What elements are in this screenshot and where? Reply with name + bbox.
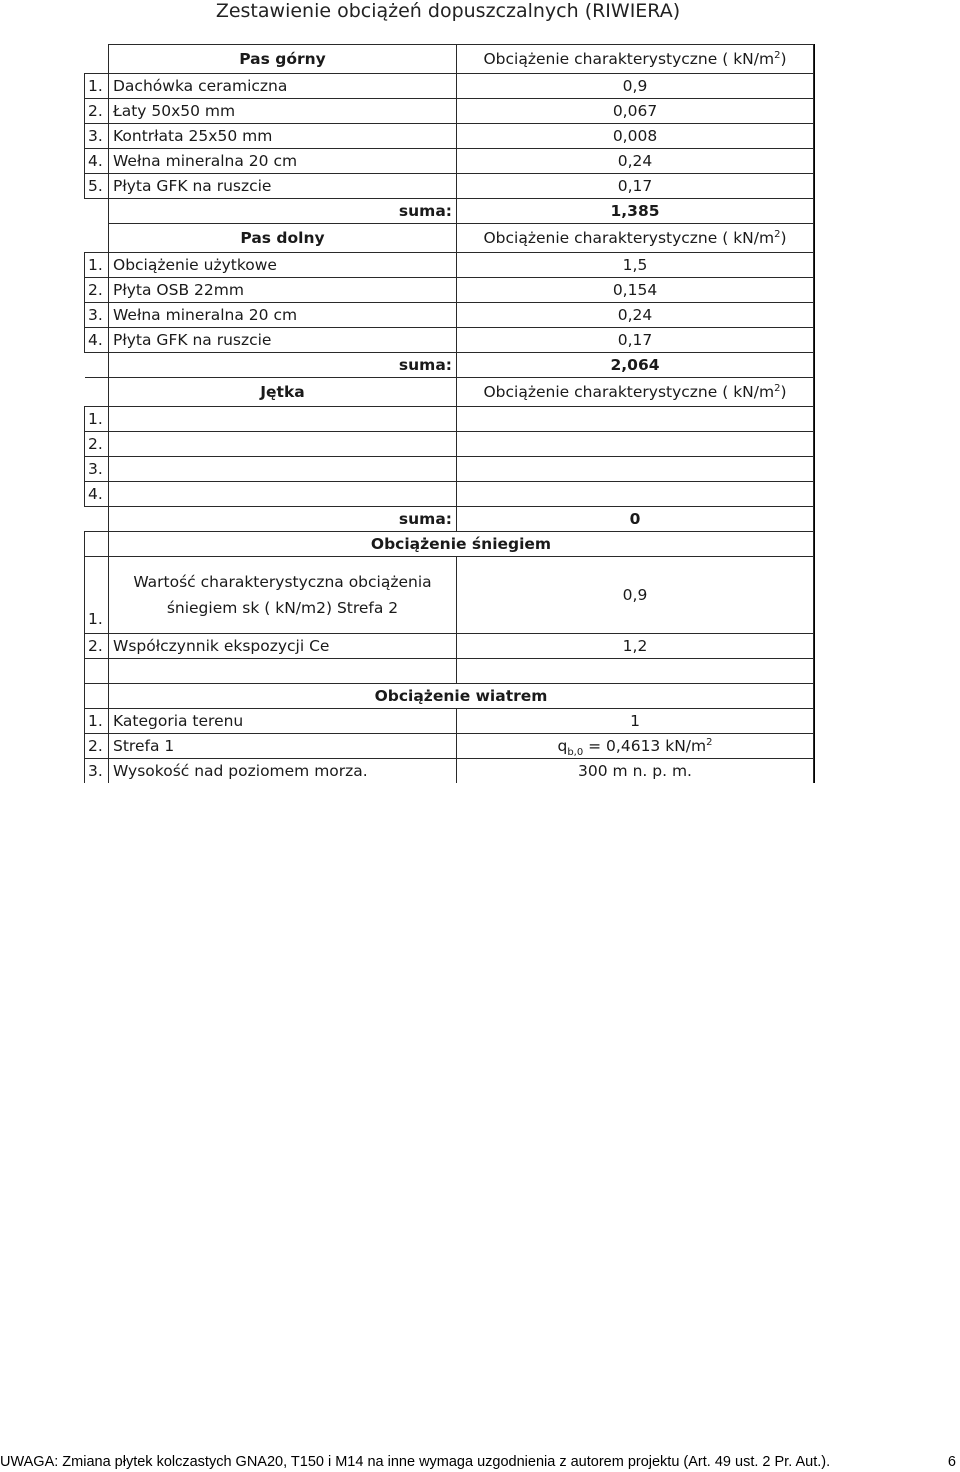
units-header: Obciążenie charakterystyczne ( $kN/m^2$) [457, 224, 814, 253]
row-label: Kategoria terenu [109, 709, 457, 734]
row-value: 0,17 [457, 328, 814, 353]
row-label: Współczynnik ekspozycji Ce [109, 634, 457, 659]
table-row [85, 709, 814, 734]
sum-label: suma: [109, 507, 457, 532]
table-row [85, 482, 814, 507]
row-number: 2. [85, 432, 109, 457]
row-number: 1. [85, 253, 109, 278]
sum-row [85, 507, 814, 532]
row-label [109, 407, 457, 432]
section-title: Obciążenie śniegiem [109, 532, 814, 557]
row-value: 1 [457, 709, 814, 734]
row-value: 0,067 [457, 99, 814, 124]
row-number: 2. [85, 99, 109, 124]
row-value: 0,9 [457, 74, 814, 99]
row-label: Płyta GFK na ruszcie [109, 174, 457, 199]
row-value: 0,008 [457, 124, 814, 149]
row-number: 4. [85, 149, 109, 174]
sum-value: 1,385 [457, 199, 814, 224]
table-row [85, 634, 814, 659]
row-number: 3. [85, 303, 109, 328]
row-number: 2. [85, 278, 109, 303]
sum-row [85, 199, 814, 224]
table-row [85, 278, 814, 303]
table-row [85, 328, 814, 353]
row-value [457, 457, 814, 482]
row-number: 1. [85, 74, 109, 99]
table-row [85, 734, 814, 759]
row-label: Wełna mineralna 20 cm [109, 303, 457, 328]
table-row [85, 557, 814, 634]
row-label: Dachówka ceramiczna [109, 74, 457, 99]
table-row [85, 124, 814, 149]
row-label: Kontrłata 25x50 mm [109, 124, 457, 149]
sum-label: suma: [109, 353, 457, 378]
row-label: Płyta OSB 22mm [109, 278, 457, 303]
table-row [85, 432, 814, 457]
page-footer [0, 1452, 960, 1472]
row-value: $q_{b,0} = 0,4613$ $kN/m^2$ [457, 734, 814, 759]
table-row [85, 99, 814, 124]
section-header-jetka [85, 378, 814, 407]
row-label: Obciążenie użytkowe [109, 253, 457, 278]
row-label [109, 482, 457, 507]
section-title: Pas górny [109, 45, 457, 74]
section-header-snieg [85, 532, 814, 557]
page-title: Zestawienie obciążeń dopuszczalnych (RIWIERA) [215, 0, 681, 22]
row-label: Wełna mineralna 20 cm [109, 149, 457, 174]
sum-row [85, 353, 814, 378]
loads-table [84, 44, 815, 783]
table-row [85, 74, 814, 99]
table-row [85, 303, 814, 328]
row-value: 0,24 [457, 303, 814, 328]
row-number: 1. [85, 557, 109, 634]
row-number: 5. [85, 174, 109, 199]
row-label [109, 432, 457, 457]
table-row [85, 149, 814, 174]
page-number: 6 [947, 1454, 956, 1470]
units-header: Obciążenie charakterystyczne ( $kN/m^2$) [457, 45, 814, 74]
sum-label: suma: [109, 199, 457, 224]
row-value: 0,24 [457, 149, 814, 174]
units-header: Obciążenie charakterystyczne ( $kN/m^2$) [457, 378, 814, 407]
table-row [85, 759, 814, 784]
section-title: Pas dolny [109, 224, 457, 253]
table-row [85, 174, 814, 199]
row-number: 3. [85, 457, 109, 482]
row-value: 1,2 [457, 634, 814, 659]
row-number: 3. [85, 759, 109, 784]
row-number: 2. [85, 734, 109, 759]
footer-note: UWAGA: Zmiana płytek kolczastych GNA20, T150 i M14 na inne wymaga uzgodnienia z autorem projektu (Art. 49 ust. 2 Pr. Aut.). [0, 1454, 831, 1470]
row-label: Łaty 50x50 mm [109, 99, 457, 124]
row-number: 3. [85, 124, 109, 149]
row-number: 2. [85, 634, 109, 659]
row-value: 0,17 [457, 174, 814, 199]
row-number: 1. [85, 709, 109, 734]
row-label: Wysokość nad poziomem morza. [109, 759, 457, 784]
section-title: Jętka [109, 378, 457, 407]
sum-value: 2,064 [457, 353, 814, 378]
row-number: 1. [85, 407, 109, 432]
row-value: 0,9 [457, 557, 814, 634]
row-value [457, 407, 814, 432]
row-value: 1,5 [457, 253, 814, 278]
row-label: Wartość charakterystyczna obciążenia śniegiem sk ( kN/m2) Strefa 2 [109, 557, 457, 634]
table-row [85, 407, 814, 432]
row-value: 0,154 [457, 278, 814, 303]
row-number: 4. [85, 328, 109, 353]
sum-value: 0 [457, 507, 814, 532]
row-value [457, 482, 814, 507]
section-header-pas-gorny [85, 45, 814, 74]
table-row [85, 457, 814, 482]
table-row [85, 253, 814, 278]
row-value: 300 m n. p. m. [457, 759, 814, 784]
row-label: Strefa 1 [109, 734, 457, 759]
blank-row [85, 659, 814, 684]
section-header-wiatr [85, 684, 814, 709]
section-title: Obciążenie wiatrem [109, 684, 814, 709]
row-number: 4. [85, 482, 109, 507]
row-label: Płyta GFK na ruszcie [109, 328, 457, 353]
row-value [457, 432, 814, 457]
row-label [109, 457, 457, 482]
section-header-pas-dolny [85, 224, 814, 253]
